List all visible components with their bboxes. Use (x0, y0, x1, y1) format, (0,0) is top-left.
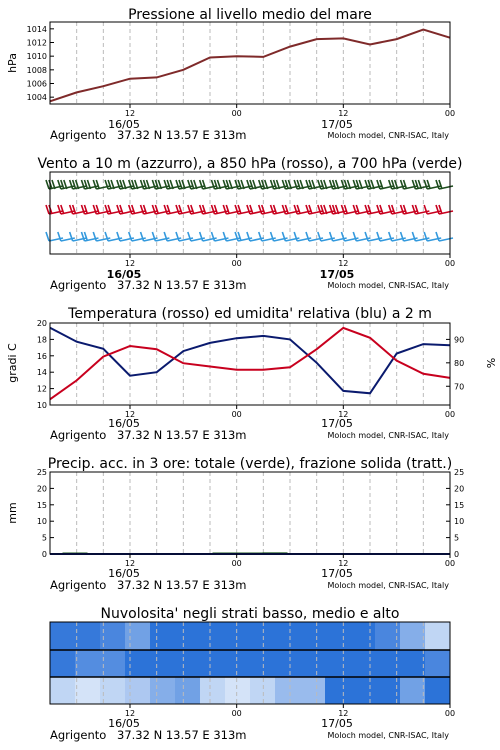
barb-feather (120, 180, 123, 189)
y-tick-label: 25 (36, 468, 47, 477)
barb-feather (262, 205, 265, 214)
barb-feather (214, 205, 217, 214)
barb-feather (167, 180, 170, 189)
model-credit: Moloch model, CNR-ISAC, Italy (327, 281, 449, 290)
humidity-ylabel: % (484, 357, 497, 369)
barb-feather (297, 180, 300, 189)
y-tick-label: 15 (454, 500, 465, 510)
barb-feather (226, 205, 229, 214)
cloud-cell (250, 677, 276, 704)
location-coords: 37.32 N 13.57 E 313m (117, 578, 247, 592)
precip-x-ticks (125, 554, 455, 568)
precip-y-ticks-right (446, 468, 464, 559)
location-label: Agrigento (50, 278, 107, 292)
y-tick-label: 10 (36, 517, 47, 527)
cloud-cell (300, 677, 326, 704)
pressure-grid (77, 22, 424, 104)
barb-feather (96, 205, 99, 214)
model-credit: Moloch model, CNR-ISAC, Italy (327, 581, 449, 590)
barb-feather (344, 205, 347, 214)
cloud-cell (50, 677, 76, 704)
model-credit: Moloch model, CNR-ISAC, Italy (327, 131, 449, 140)
barb-feather (203, 205, 206, 214)
barb-feather (155, 205, 158, 214)
y-tick-label: 1012 (26, 38, 47, 48)
temp-date-1: 16/05 (108, 417, 140, 430)
precip-frame (50, 472, 450, 554)
barb-feather (179, 205, 182, 214)
barb-feather (309, 205, 312, 214)
barb-feather (226, 180, 229, 189)
barb-feather (144, 180, 147, 189)
cloud-cell (50, 622, 76, 650)
x-tick-label: 12 (338, 259, 349, 268)
wind-date-1: 16/05 (106, 268, 142, 281)
y-tick-label: 10 (454, 517, 465, 527)
precip-date-2: 17/05 (321, 567, 353, 580)
barb-feather (108, 180, 111, 189)
wind-panel (37, 156, 462, 292)
barb-feather (214, 180, 217, 189)
temp-panel (6, 306, 497, 442)
cloud-cell (350, 622, 376, 650)
wind-barbs (46, 180, 453, 241)
y-tick-label: 14 (36, 368, 47, 378)
x-tick-label: 00 (444, 259, 456, 268)
precip-y-ticks (37, 468, 54, 559)
y-tick-label: 20 (36, 319, 47, 328)
barb-feather (309, 180, 312, 189)
barb-feather (250, 205, 253, 214)
y-tick-label: 90 (454, 335, 465, 345)
barb-feather (144, 205, 147, 214)
x-tick-label: 12 (338, 109, 349, 118)
barb-feather (132, 180, 135, 189)
barb-feather (344, 180, 347, 189)
cloud-cell (175, 677, 201, 704)
temp-date-2: 17/05 (321, 417, 353, 430)
cloud-cell (50, 650, 76, 677)
y-tick-label: 70 (454, 382, 465, 392)
cloud-cell (275, 650, 301, 677)
y-tick-label: 25 (454, 468, 465, 477)
barb-feather (84, 205, 87, 214)
pressure-date-1: 16/05 (108, 118, 140, 131)
cloud-x-ticks (125, 704, 455, 718)
cloud-cell (275, 622, 301, 650)
precip-panel (6, 456, 464, 592)
precip-ylabel: mm (6, 502, 19, 524)
cloud-cells (50, 622, 451, 704)
cloud-cell (350, 650, 376, 677)
x-tick-label: 12 (124, 559, 136, 568)
x-tick-label: 00 (444, 709, 456, 718)
model-credit: Moloch model, CNR-ISAC, Italy (327, 731, 449, 740)
barb-feather (120, 205, 123, 214)
barb-feather (274, 205, 277, 214)
barb-feather (274, 180, 277, 189)
y-tick-label: 1014 (26, 24, 47, 34)
barb-feather (238, 232, 241, 241)
cloud-cell (125, 677, 151, 704)
x-tick-label: 12 (338, 410, 349, 419)
cloud-cell (150, 622, 176, 650)
barb-feather (321, 205, 324, 214)
barb-feather (404, 205, 407, 214)
location-label: Agrigento (50, 728, 107, 742)
y-tick-label: 0 (454, 550, 460, 559)
barb-feather (297, 205, 300, 214)
wind-title: Vento a 10 m (azzurro), a 850 hPa (rosso), a 700 hPa (verde) (37, 156, 463, 172)
y-tick-label: 5 (41, 533, 47, 543)
cloud-cell (425, 677, 451, 704)
barb-feather (191, 180, 194, 189)
y-tick-label: 1006 (26, 79, 47, 89)
cloud-cell (300, 622, 326, 650)
location-coords: 37.32 N 13.57 E 313m (117, 128, 247, 142)
barb-feather (167, 205, 170, 214)
barb-feather (238, 180, 241, 189)
barb-feather (356, 205, 359, 214)
barb-feather (46, 180, 49, 189)
model-credit: Moloch model, CNR-ISAC, Italy (327, 431, 449, 440)
cloud-cell (275, 677, 301, 704)
location-label: Agrigento (50, 128, 107, 142)
cloud-cell (400, 677, 426, 704)
barb-feather (46, 232, 49, 241)
barb-feather (439, 205, 442, 214)
x-tick-label: 00 (231, 259, 242, 268)
barb-feather (380, 180, 383, 189)
x-tick-label: 00 (444, 410, 456, 419)
barb-feather (96, 180, 99, 189)
temp-x-ticks (125, 405, 455, 419)
barb-feather (61, 180, 64, 189)
barb-feather (191, 205, 194, 214)
y-tick-label: 80 (454, 358, 465, 368)
location-coords: 37.32 N 13.57 E 313m (117, 428, 247, 442)
cloud-cell (400, 650, 426, 677)
pressure-panel (6, 7, 455, 142)
cloud-cell (425, 650, 451, 677)
cloud-cell (225, 677, 251, 704)
cloud-cell (250, 650, 276, 677)
temp-y-ticks (37, 319, 54, 410)
barb-feather (84, 180, 87, 189)
pressure-date-2: 17/05 (321, 118, 353, 131)
pressure-x-ticks (125, 104, 455, 118)
cloud-cell (75, 677, 101, 704)
cloud-cell (150, 677, 176, 704)
humidity-line (50, 328, 450, 394)
x-tick-label: 00 (231, 709, 242, 718)
y-tick-label: 1004 (26, 93, 47, 103)
location-coords: 37.32 N 13.57 E 313m (117, 278, 247, 292)
barb-feather (404, 180, 407, 189)
pressure-title: Pressione al livello medio del mare (128, 7, 372, 23)
y-tick-label: 0 (41, 550, 47, 559)
barb-feather (46, 205, 49, 214)
cloud-cell (125, 622, 151, 650)
wind-x-ticks (125, 254, 455, 268)
pressure-ylabel: hPa (6, 53, 19, 73)
y-tick-label: 1008 (26, 65, 47, 75)
y-tick-label: 18 (36, 335, 47, 345)
y-tick-label: 12 (36, 384, 47, 394)
precip-date-1: 16/05 (108, 567, 140, 580)
y-tick-label: 15 (36, 500, 47, 510)
temp-title: Temperatura (rosso) ed umidita' relativa (blu) a 2 m (68, 306, 432, 322)
cloud-cell (175, 650, 201, 677)
humidity-y-ticks (446, 335, 464, 391)
cloud-cell (225, 622, 251, 650)
cloud-cell (250, 622, 276, 650)
wind-date-2: 17/05 (319, 268, 355, 281)
barb-feather (179, 180, 182, 189)
cloud-date-2: 17/05 (321, 717, 353, 730)
barb-feather (439, 180, 442, 189)
barb-feather (380, 205, 383, 214)
barb-feather (356, 180, 359, 189)
y-tick-label: 1010 (26, 52, 47, 62)
cloud-cell (425, 622, 451, 650)
cloud-cell (75, 622, 101, 650)
barb-feather (392, 205, 395, 214)
cloud-cell (325, 650, 351, 677)
x-tick-label: 12 (124, 109, 136, 118)
x-tick-label: 00 (231, 410, 242, 419)
location-label: Agrigento (50, 578, 107, 592)
barb-feather (285, 180, 288, 189)
cloud-cell (75, 650, 101, 677)
x-tick-label: 12 (338, 709, 349, 718)
y-tick-label: 16 (36, 351, 47, 361)
barb-feather (285, 205, 288, 214)
barb-feather (108, 205, 111, 214)
barb-feather (84, 232, 87, 241)
cloud-date-1: 16/05 (108, 717, 140, 730)
cloud-cell (350, 677, 376, 704)
x-tick-label: 00 (231, 109, 242, 118)
barb-feather (73, 180, 76, 189)
barb-feather (333, 180, 336, 189)
x-tick-label: 00 (231, 559, 242, 568)
barb-feather (321, 180, 324, 189)
x-tick-label: 12 (124, 259, 136, 268)
cloud-panel (50, 606, 455, 742)
y-tick-label: 20 (36, 484, 47, 494)
barb-feather (250, 180, 253, 189)
barb-feather (132, 205, 135, 214)
x-tick-label: 00 (444, 559, 456, 568)
barb-feather (238, 205, 241, 214)
precip-title: Precip. acc. in 3 ore: totale (verde), frazione solida (tratt.) (47, 456, 453, 472)
temp-ylabel: gradi C (6, 343, 19, 383)
pressure-frame (50, 22, 450, 104)
y-tick-label: 10 (36, 401, 47, 410)
location-coords: 37.32 N 13.57 E 313m (117, 728, 247, 742)
x-tick-label: 00 (444, 109, 456, 118)
y-tick-label: 5 (454, 533, 460, 543)
cloud-cell (400, 622, 426, 650)
barb-feather (415, 180, 418, 189)
x-tick-label: 12 (124, 709, 136, 718)
cloud-cell (325, 622, 351, 650)
cloud-cell (325, 677, 351, 704)
x-tick-label: 12 (338, 559, 349, 568)
barb-feather (73, 205, 76, 214)
barb-feather (427, 180, 430, 189)
barb-feather (333, 205, 336, 214)
barb-feather (61, 205, 64, 214)
x-tick-label: 12 (124, 410, 136, 419)
barb-feather (415, 205, 418, 214)
cloud-cell (225, 650, 251, 677)
precip-grid (77, 472, 424, 554)
pressure-line (50, 30, 450, 102)
cloud-cell (200, 622, 226, 650)
location-label: Agrigento (50, 428, 107, 442)
barb-feather (368, 205, 371, 214)
barb-feather (203, 180, 206, 189)
cloud-cell (300, 650, 326, 677)
cloud-cell (200, 677, 226, 704)
cloud-cell (175, 622, 201, 650)
cloud-cell (125, 650, 151, 677)
cloud-cell (200, 650, 226, 677)
barb-feather (392, 180, 395, 189)
cloud-title: Nuvolosita' negli strati basso, medio e alto (100, 606, 400, 622)
cloud-cell (150, 650, 176, 677)
y-tick-label: 20 (454, 484, 465, 494)
